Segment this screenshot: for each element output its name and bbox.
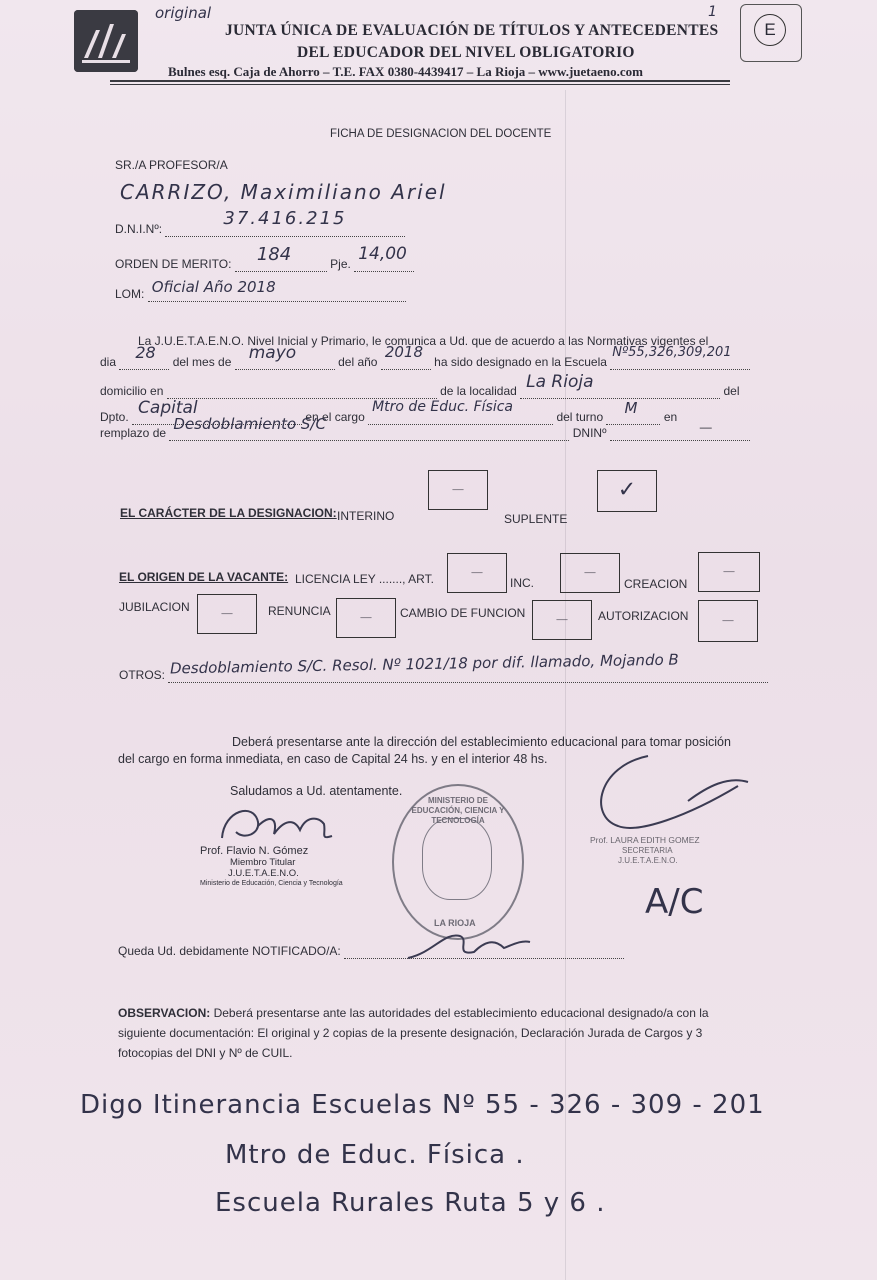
notificado-row bbox=[118, 944, 624, 959]
orden-field bbox=[235, 244, 327, 272]
observacion-line2: siguiente documentación: El original y 2 copias de la presente designación, Declaración Jurada de Cargos y 3 bbox=[118, 1026, 703, 1040]
header-rule-thin bbox=[110, 84, 730, 85]
saludo: Saludamos a Ud. atentamente. bbox=[230, 784, 403, 798]
inc-mark: — bbox=[584, 566, 596, 579]
cambio-label: CAMBIO DE FUNCION bbox=[400, 606, 526, 620]
observacion-line1 bbox=[118, 1006, 709, 1020]
art-mark: — bbox=[471, 566, 483, 579]
creacion-label: CREACION bbox=[624, 577, 688, 591]
mes-field bbox=[235, 343, 335, 370]
salutation: SR./A PROFESOR/A bbox=[115, 158, 228, 172]
creacion-checkbox[interactable] bbox=[698, 552, 760, 592]
pje-value: 14,00 bbox=[358, 244, 407, 264]
dpto-value: Capital bbox=[138, 398, 198, 418]
anio-field bbox=[381, 343, 431, 370]
turno-label: del turno bbox=[556, 410, 604, 424]
otros-label: OTROS: bbox=[119, 668, 166, 682]
interino-checkbox[interactable] bbox=[428, 470, 488, 510]
intro-text: La J.U.E.T.A.E.N.O. Nivel Inicial y Primario, le comunica a Ud. que de acuerdo a las Normativas vigentes el bbox=[138, 334, 709, 348]
suplente-label: SUPLENTE bbox=[504, 512, 568, 526]
turno-field bbox=[606, 399, 660, 425]
mes-label: del mes de bbox=[172, 355, 232, 369]
anio-label: del año bbox=[338, 355, 378, 369]
dni-row bbox=[115, 208, 405, 237]
autorizacion-label: AUTORIZACION bbox=[598, 609, 689, 623]
renuncia-checkbox[interactable] bbox=[336, 598, 396, 638]
cargo-label: en el cargo bbox=[305, 410, 365, 424]
renuncia-label: RENUNCIA bbox=[268, 604, 331, 618]
escuela-field bbox=[610, 345, 750, 370]
observacion-label: OBSERVACION: bbox=[118, 1006, 211, 1020]
dnin-value: — bbox=[699, 420, 712, 434]
dni-label: D.N.I.Nº: bbox=[115, 222, 163, 236]
observacion-text1: Deberá presentarse ante las autoridades del establecimiento educacional designado/a con la bbox=[213, 1006, 709, 1020]
autorizacion-checkbox[interactable] bbox=[698, 600, 758, 642]
renuncia-mark: — bbox=[360, 611, 372, 624]
sig-left-role1: Miembro Titular bbox=[230, 857, 296, 868]
mes-value: mayo bbox=[248, 343, 297, 363]
right-signature bbox=[588, 746, 758, 836]
remplazo-label: remplazo de bbox=[100, 426, 167, 440]
handnote-line3: Escuela Rurales Ruta 5 y 6 . bbox=[215, 1188, 606, 1218]
interino-mark: — bbox=[452, 483, 464, 496]
orden-row bbox=[115, 244, 414, 272]
en-label: en bbox=[663, 410, 678, 424]
otros-row bbox=[119, 650, 768, 683]
sig-left-name: Prof. Flavio N. Gómez bbox=[200, 845, 309, 857]
stamp-text: MINISTERIO DE EDUCACIÓN, CIENCIA Y TECNOLOGÍA bbox=[411, 796, 505, 825]
suplente-mark: ✓ bbox=[617, 477, 637, 503]
sig-right-name: Prof. LAURA EDITH GOMEZ bbox=[590, 835, 700, 845]
licencia-label: LICENCIA LEY ......., ART. bbox=[295, 572, 434, 586]
form-heading: FICHA DE DESIGNACION DEL DOCENTE bbox=[330, 128, 552, 140]
original-note: original bbox=[155, 4, 212, 22]
lom-value: Oficial Año 2018 bbox=[151, 278, 276, 296]
category-badge bbox=[740, 4, 802, 62]
stamp-bottom: LA RIOJA bbox=[434, 918, 476, 928]
domicilio-row bbox=[100, 372, 740, 399]
header-rule bbox=[110, 80, 730, 82]
domicilio-field bbox=[167, 384, 437, 399]
interino-label: INTERINO bbox=[337, 509, 395, 523]
inc-label: INC. bbox=[510, 576, 534, 590]
localidad-value: La Rioja bbox=[526, 372, 594, 392]
handnote-line1: Digo Itinerancia Escuelas Nº 55 - 326 - 309 - 201 bbox=[80, 1090, 765, 1120]
inc-checkbox[interactable] bbox=[560, 553, 620, 593]
dpto-label: Dpto. bbox=[100, 410, 129, 424]
sig-left-role2: J.U.E.T.A.E.N.O. bbox=[228, 868, 299, 879]
anio-value: 2018 bbox=[384, 343, 423, 361]
localidad-field bbox=[520, 372, 720, 399]
dni-value: 37.416.215 bbox=[223, 208, 347, 229]
jubilacion-checkbox[interactable] bbox=[197, 594, 257, 634]
dia-value: 28 bbox=[135, 343, 156, 362]
autorizacion-mark: — bbox=[722, 614, 734, 627]
cambio-mark: — bbox=[556, 613, 568, 626]
handnote-line2: Mtro de Educ. Física . bbox=[225, 1140, 525, 1170]
caracter-label: EL CARÁCTER DE LA DESIGNACION: bbox=[120, 506, 337, 520]
observacion-line3: fotocopias del DNI y Nº de CUIL. bbox=[118, 1046, 293, 1060]
corner-mark: 1 bbox=[708, 4, 717, 20]
remplazo-value: Desdoblamiento S/C bbox=[173, 415, 326, 433]
notificado-label: Queda Ud. debidamente NOTIFICADO/A: bbox=[118, 944, 341, 958]
sig-right-role1: SECRETARIA bbox=[622, 846, 673, 855]
localidad-label: de la localidad bbox=[440, 384, 517, 398]
teacher-name: CARRIZO, Maximiliano Ariel bbox=[120, 180, 447, 204]
closing-line2: del cargo en forma inmediata, en caso de Capital 24 hs. y en el interior 48 hs. bbox=[118, 752, 548, 766]
initials: A/C bbox=[645, 882, 704, 922]
dia-field bbox=[119, 343, 169, 370]
jubilacion-mark: — bbox=[221, 607, 233, 620]
header-title-line2: DEL EDUCADOR DEL NIVEL OBLIGATORIO bbox=[297, 44, 635, 61]
jubilacion-label: JUBILACION bbox=[119, 600, 190, 614]
dia-label: dia bbox=[100, 355, 117, 369]
escuela-value: Nº55,326,309,201 bbox=[612, 345, 732, 360]
otros-value: Desdoblamiento S/C. Resol. Nº 1021/18 por dif. llamado, Mojando B bbox=[170, 650, 680, 678]
left-signature bbox=[214, 800, 344, 850]
badge-letter: E bbox=[754, 14, 786, 46]
sig-right-role2: J.U.E.T.A.E.N.O. bbox=[618, 856, 678, 865]
cambio-checkbox[interactable] bbox=[532, 600, 592, 640]
turno-value: M bbox=[624, 399, 638, 417]
lom-row bbox=[115, 278, 406, 302]
cargo-field bbox=[368, 399, 553, 425]
date-row bbox=[100, 343, 750, 370]
lom-field bbox=[148, 278, 406, 302]
juetaeno-logo bbox=[74, 10, 138, 72]
coat-of-arms-icon bbox=[422, 818, 492, 900]
domicilio-label: domicilio en bbox=[100, 384, 164, 398]
art-checkbox[interactable] bbox=[447, 553, 507, 593]
dnin-label: DNINº bbox=[572, 426, 607, 440]
otros-field bbox=[168, 650, 768, 683]
creacion-mark: — bbox=[723, 565, 735, 578]
dni-field bbox=[165, 208, 405, 237]
orden-label: ORDEN DE MERITO: bbox=[115, 257, 232, 271]
lom-label: LOM: bbox=[115, 287, 145, 301]
suplente-checkbox[interactable] bbox=[597, 470, 657, 512]
closing-line1: Deberá presentarse ante la dirección del establecimiento educacional para tomar posición bbox=[232, 735, 731, 749]
header-title-line1: JUNTA ÚNICA DE EVALUACIÓN DE TÍTULOS Y ANTECEDENTES bbox=[225, 22, 719, 39]
pje-label: Pje. bbox=[330, 257, 351, 271]
orden-value: 184 bbox=[256, 244, 292, 265]
del-label: del bbox=[723, 384, 740, 398]
pje-field bbox=[354, 244, 414, 272]
escuela-label: ha sido designado en la Escuela bbox=[434, 355, 607, 369]
official-stamp bbox=[392, 784, 524, 940]
header-address: Bulnes esq. Caja de Ahorro – T.E. FAX 0380-4439417 – La Rioja – www.juetaeno.com bbox=[168, 64, 643, 79]
dnin-field bbox=[610, 420, 750, 441]
origen-label: EL ORIGEN DE LA VACANTE: bbox=[119, 570, 289, 584]
sig-left-role3: Ministerio de Educación, Ciencia y Tecnología bbox=[200, 880, 343, 887]
cargo-value: Mtro de Educ. Física bbox=[372, 399, 513, 415]
notificado-signature bbox=[404, 922, 534, 966]
